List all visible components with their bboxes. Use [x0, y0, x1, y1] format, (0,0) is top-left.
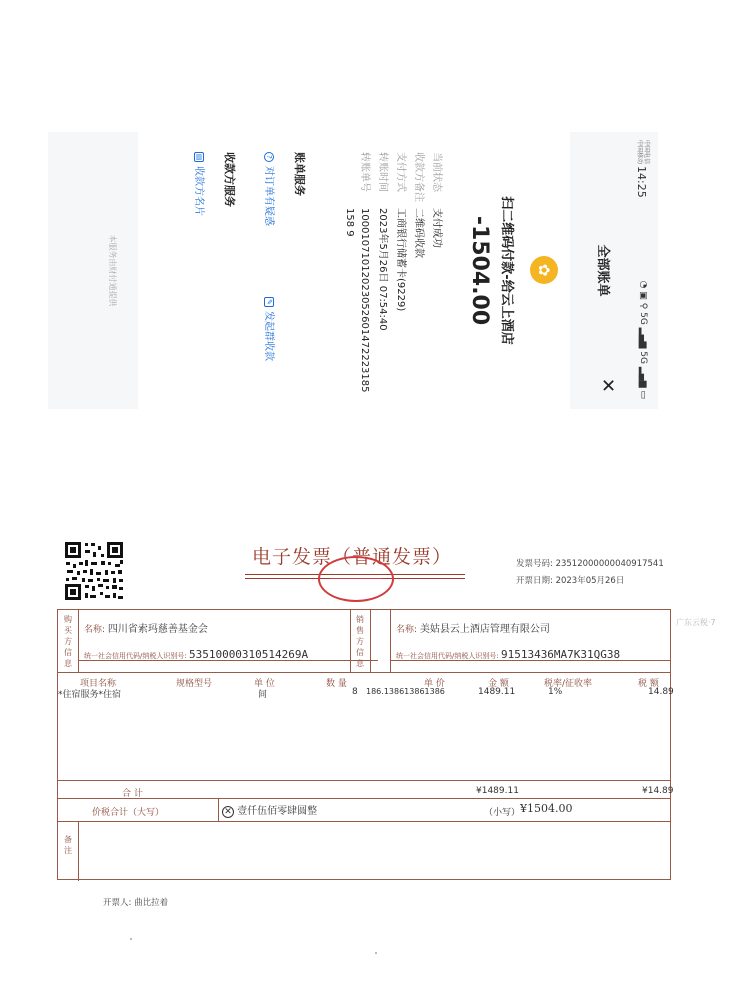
payee-card-link[interactable] [193, 152, 208, 389]
table-divider [218, 798, 219, 821]
table-divider [58, 780, 670, 781]
item-qty: 8 [352, 687, 358, 697]
detail-list [339, 152, 444, 393]
store-icon: ✿ [530, 256, 558, 284]
red-seal [318, 556, 394, 602]
buyer-tax-row [84, 648, 308, 661]
bill-service-links [263, 152, 278, 389]
seller-name: 美姑县云上酒店管理有限公司 [419, 624, 550, 635]
payee-card-label: 收款方名片 [193, 166, 204, 216]
table-divider [350, 610, 351, 672]
table-divider [370, 610, 371, 672]
carrier-text [636, 140, 650, 164]
detail-row-remark [411, 152, 426, 393]
seller-tax-row [396, 648, 620, 661]
page-title: 全部账单 [595, 244, 610, 297]
footer-note: 本服务由财付通提供 [108, 234, 117, 307]
total-label: 合 计 [122, 789, 143, 799]
qr-code [63, 540, 125, 602]
group-collect-label: 发起群收款 [263, 311, 274, 361]
seller-side-label: 销售方信息 [356, 615, 364, 668]
detail-key: 支付方式 [395, 152, 406, 192]
invoice-title: 电子发票（普通发票） [252, 546, 453, 568]
buyer-side-label: 购买方信息 [64, 615, 72, 668]
table-divider [58, 821, 670, 822]
total-tax: ¥14.89 [642, 786, 674, 796]
col-header-price: 单 价 [424, 679, 445, 689]
seller-tax-label: 统一社会信用代码/纳税人识别号: [396, 652, 499, 660]
buyer-tax-label: 统一社会信用代码/纳税人识别号: [84, 652, 187, 660]
remark-label: 备注 [64, 835, 72, 855]
table-divider [78, 610, 79, 672]
scan-speck [130, 938, 132, 940]
table-divider [58, 798, 670, 799]
detail-value: 支付成功 [431, 208, 442, 248]
buyer-name-row [84, 620, 208, 635]
order-question-label: 对订单有疑惑 [263, 166, 274, 226]
buyer-tax-id: 53510000310514269A [188, 648, 309, 661]
detail-value: 2023年5月26日 07:54:40 [377, 208, 388, 331]
col-header-spec: 规格型号 [176, 679, 213, 689]
invoice-date-value: 2023年05月26日 [555, 576, 625, 586]
drawer-name: 曲比拉着 [134, 898, 169, 908]
col-header-tax: 税 额 [638, 679, 659, 689]
payment-detail-screen [48, 132, 658, 409]
buyer-name: 四川省索玛慈善基金会 [107, 624, 208, 635]
grand-total-small-label: （小写） [484, 808, 521, 818]
invoice-number [516, 556, 664, 573]
table-divider [58, 672, 670, 673]
detail-key: 收款方备注 [413, 152, 424, 202]
question-icon: ? [264, 152, 274, 162]
grand-total-small: ¥1504.00 [520, 802, 573, 815]
invoice-table [57, 609, 674, 880]
detail-value: 工商银行储蓄卡(9229) [395, 208, 406, 312]
detail-key: 转账单号 [359, 152, 370, 192]
payee-service-title: 收款方服务 [223, 152, 236, 207]
item-price: 186.138613861386 [366, 687, 445, 696]
invoice-meta [516, 556, 664, 590]
grand-total-words [222, 802, 317, 818]
merchant-name: 扫二维码付款-给云上酒店 [499, 196, 514, 345]
carrier-2: 中国移动 [636, 140, 643, 165]
col-header-item: 项目名称 [80, 679, 117, 689]
group-collect-link[interactable] [263, 297, 278, 361]
order-question-link[interactable] [263, 152, 274, 226]
table-divider [78, 821, 79, 881]
close-icon[interactable]: ✕ [597, 377, 618, 393]
scan-speck [375, 952, 377, 954]
total-amount: ¥1489.11 [476, 786, 519, 796]
detail-row-time [375, 152, 390, 393]
bill-service-title: 账单服务 [293, 152, 306, 196]
edit-icon: ✎ [264, 297, 274, 307]
invoice-number-label: 发票号码: [516, 559, 553, 569]
invoice-number-value: 23512000000040917541 [555, 559, 664, 569]
col-header-qty: 数 量 [326, 679, 347, 689]
grand-total-label: 价税合计（大写） [92, 808, 165, 818]
item-amount: 1489.11 [478, 687, 516, 697]
buyer-name-label: 名称: [84, 625, 106, 635]
detail-key: 当前状态 [431, 152, 442, 192]
payment-amount: -1504.00 [467, 215, 492, 326]
item-tax: 14.89 [648, 687, 674, 697]
side-stamp: 广东云税·7 [676, 618, 716, 627]
seller-name-label: 名称: [396, 625, 418, 635]
seller-name-row [396, 620, 550, 635]
invoice-date [516, 573, 664, 590]
card-icon: ▤ [195, 153, 203, 161]
seller-tax-id: 91513436MA7K31QG38 [500, 648, 621, 661]
footer-background [48, 132, 138, 409]
detail-row-transaction-id [342, 152, 372, 393]
item-unit: 间 [258, 690, 268, 700]
item-rate: 1% [548, 687, 563, 697]
detail-value: 二维码收款 [413, 208, 424, 258]
item-name: *住宿服务*住宿 [58, 690, 122, 700]
detail-value: 10001071012023052601472223185158 9 [344, 208, 370, 393]
cross-icon: ✕ [222, 806, 234, 818]
status-icons: ◔ ▣ ⚲ 5G ▂▄▆ 5G ▂▄▆ ▭ [638, 280, 648, 399]
drawer-label: 开票人: [103, 898, 132, 908]
detail-key: 转账时间 [377, 152, 388, 192]
status-time: 14:25 [635, 166, 648, 198]
phone-screenshot [48, 132, 658, 409]
col-header-amount: 金 额 [488, 679, 509, 689]
invoice-date-label: 开票日期: [516, 576, 553, 586]
col-header-unit: 单 位 [254, 679, 275, 689]
col-header-rate: 税率/征收率 [544, 679, 593, 689]
detail-row-status [429, 152, 444, 393]
grand-total-words-text: 壹仟伍佰零肆圆整 [237, 806, 318, 817]
detail-row-payment-method [393, 152, 408, 393]
drawer-row [103, 896, 168, 908]
carrier-1: 中国电信 [643, 140, 650, 165]
table-divider [390, 610, 391, 672]
status-bar [630, 140, 650, 399]
